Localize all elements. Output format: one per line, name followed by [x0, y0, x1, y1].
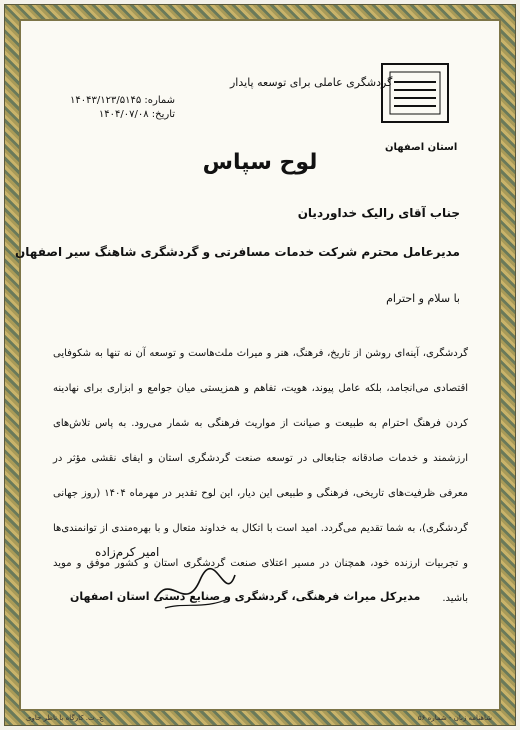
number-value: ۱۴۰۴۳/۱۲۳/۵۱۴۵	[70, 95, 142, 106]
date-value: ۱۴۰۴/۰۷/۰۸	[98, 109, 149, 120]
recipient-position: مدیرعامل محترم شرکت خدمات مسافرتی و گردشگری شاهنگ سیر اصفهان	[15, 245, 460, 259]
certificate-body: گردشگری، آینه‌ای روشن از تاریخ، فرهنگ، هنر و میراث ملت‌هاست و توسعه آن نه تنها به شکوفایی اقتصادی می‌انجامد، بلکه عامل پیوند، هویت، تفاهم و همزیستی میان جوامع و ابزاری برای نهادینه کردن فرهنگ احترام به طبیعت و صیانت از مواریث فرهنگی به شمار می‌رود. به پاس تلاش‌های ارزشمند و خدمات صادقانه جنابعالی در توسعه صنعت گردشگری استان و ایفای نقشی مؤثر در معرفی ظرفیت‌های تاریخی، فرهنگی و طبیعی این دیار، این لوح تقدیر در مهرماه ۱۴۰۴ (روز جهانی گردشگری)، به شما تقدیم می‌گردد. امید است با اتکال به خداوند متعال و با بهره‌مندی از توانمندی‌ها و تجربیات ارزنده خود، همچنان در مسیر اعتلای صنعت گردشگری استان و کشور موفق و موید باشید.	[53, 348, 469, 604]
reference-meta	[70, 95, 175, 123]
number-row	[70, 95, 175, 106]
signer-name: امیر کرم‌زاده	[95, 545, 160, 559]
footer-right-note: شاهنامه زبان - شماره ۵۶	[417, 714, 492, 722]
certificate-title: لوح سپاس	[202, 150, 318, 175]
date-label: تاریخ:	[151, 109, 176, 120]
greeting: با سلام و احترام	[386, 292, 460, 305]
number-label: شماره:	[144, 95, 176, 106]
ministry-logo	[380, 62, 450, 124]
signer-position: مدیرکل میراث فرهنگی، گردشگری و صنایع دستی استان اصفهان	[70, 590, 421, 603]
ministry-logo-icon	[380, 62, 450, 124]
footer-left-note: چ. ت. کارگاه با ناظر حاوی	[26, 714, 104, 722]
recipient-name: جناب آقای رالیک خداوردیان	[297, 206, 460, 220]
slogan: گردشگری عاملی برای توسعه پایدار	[230, 76, 393, 89]
date-row	[70, 109, 175, 120]
province-label: استان اصفهان	[385, 142, 458, 153]
